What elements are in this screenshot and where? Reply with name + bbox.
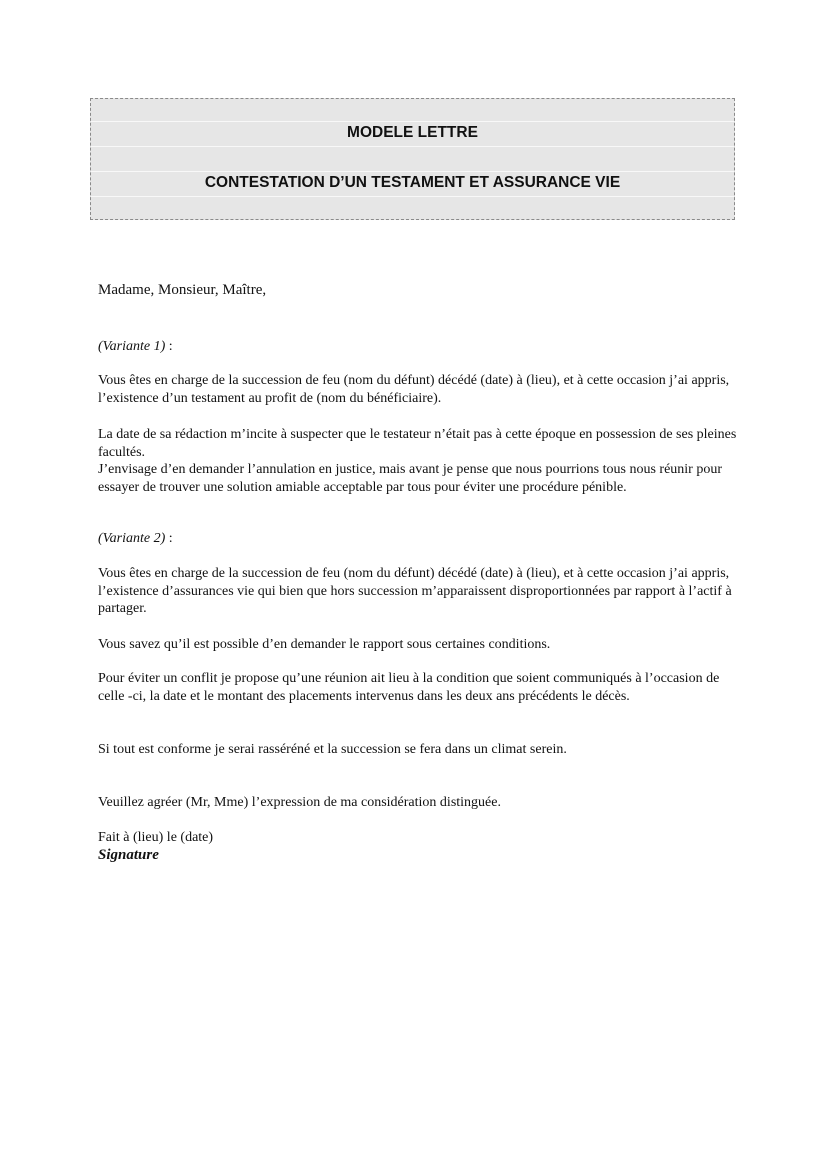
document-title: MODELE LETTRE [347,124,478,141]
place-and-date: Fait à (lieu) le (date) [98,830,214,845]
header-stripe [91,196,734,197]
variant-2-paragraph-2: Vous savez qu’il est possible d’en demander le rapport sous certaines conditions. [98,637,551,652]
header-stripe [91,171,734,172]
variant-1-paragraph-1: Vous êtes en charge de la succession de feu (nom du défunt) décédé (date) à (lieu), et à cette occasion j’ai appris, l’existence d’un testament au profit de (nom du bénéficiaire). [98,373,730,406]
header-box [90,98,735,220]
variant-2-label-suffix: : [165,531,173,546]
variant-1-label-suffix: : [165,339,173,354]
variant-2-paragraph-4: Si tout est conforme je serai rasséréné et la succession se fera dans un climat serein. [98,742,567,757]
variant-1-label-text: (Variante 1) [98,339,166,354]
variant-2-paragraph-1: Vous êtes en charge de la succession de feu (nom du défunt) décédé (date) à (lieu), et à cette occasion j’ai appris, l’existence d’assurances vie qui bien que hors succession m’apparaissent disproportionnées par rapport à l’actif à partager. [98,566,732,616]
variant-1-paragraph-2-line-1: La date de sa rédaction m’incite à suspecter que le testateur n’était pas à cette époque en possession de ses pleines facultés. [98,427,737,460]
header-stripe [91,121,734,122]
signature: Signature [98,847,159,863]
closing-formula: Veuillez agréer (Mr, Mme) l’expression de ma considération distinguée. [98,795,501,810]
variant-2-paragraph-3: Pour éviter un conflit je propose qu’une réunion ait lieu à la condition que soient communiqués à l’occasion de celle -ci, la date et le montant des placements intervenus dans les deux ans précédents le décès. [98,671,720,704]
variant-1-paragraph-2-line-2: J’envisage d’en demander l’annulation en justice, mais avant je pense que nous pourrions tous nous réunir pour essayer de trouver une solution amiable acceptable par tous pour éviter une procédure pénible. [98,462,723,495]
variant-1-label [98,338,738,356]
salutation: Madame, Monsieur, Maître, [98,282,267,298]
variant-2-label-text: (Variante 2) [98,531,166,546]
document-subtitle: CONTESTATION D’UN TESTAMENT ET ASSURANCE VIE [204,174,621,191]
variant-2-label [98,530,738,548]
header-stripe [91,146,734,147]
